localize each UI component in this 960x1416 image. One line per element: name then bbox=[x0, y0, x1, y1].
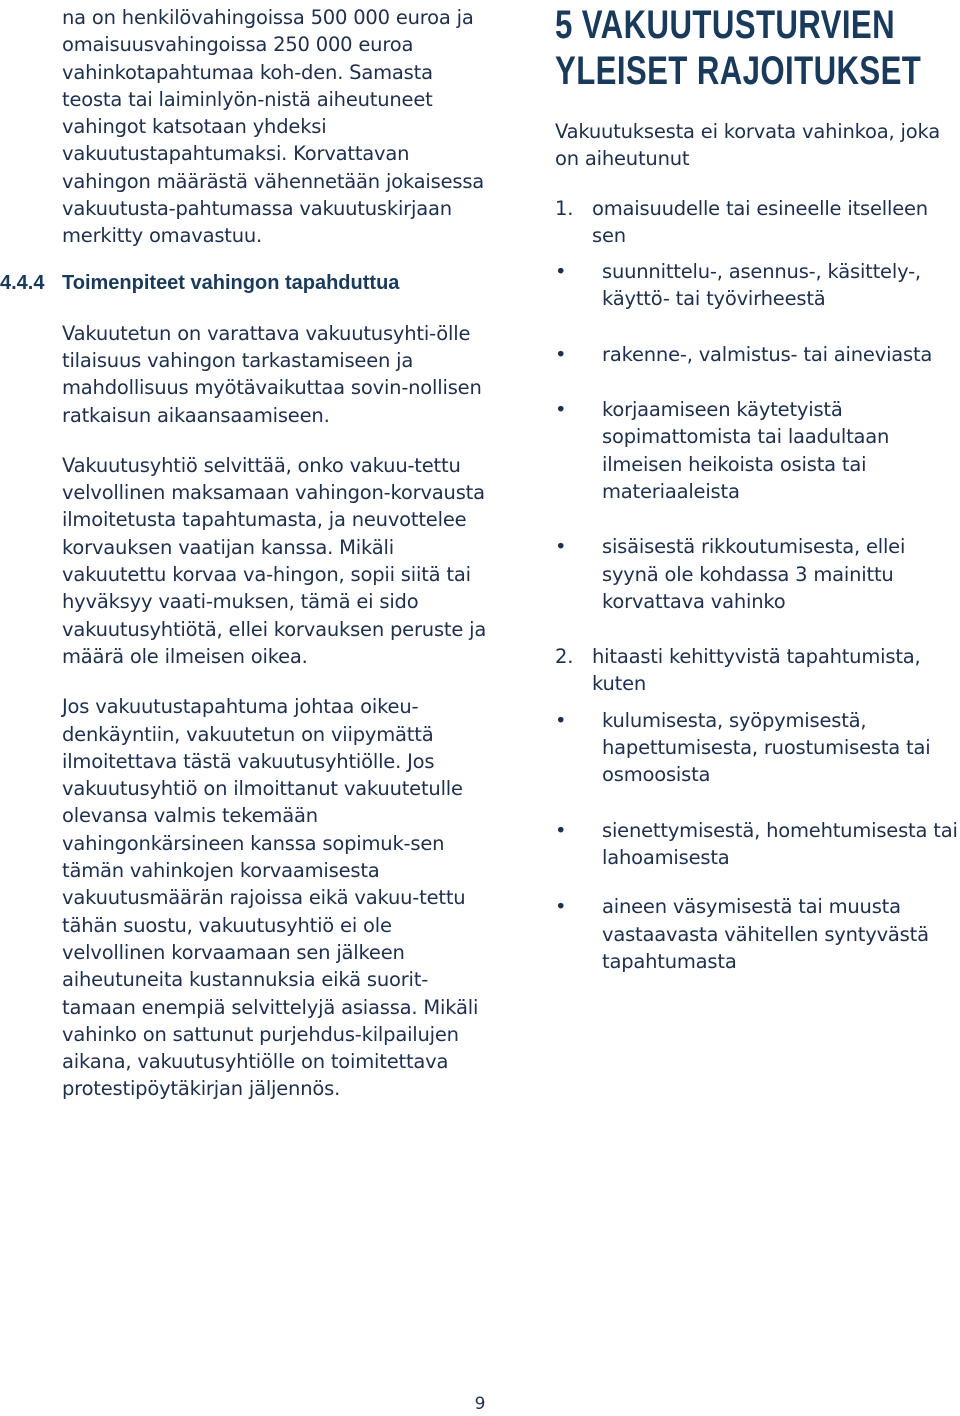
bullet-text: sisäisestä rikkoutumisesta, ellei syynä ole kohdassa 3 mainittu korvattava vahinko bbox=[602, 535, 906, 613]
bullet-text: korjaamiseen käytetyistä sopimattomista tai laadultaan ilmeisen heikoista osista tai materiaaleista bbox=[602, 398, 890, 503]
bullet-item bbox=[555, 533, 960, 615]
subheading-number: 4.4.4 bbox=[0, 271, 45, 294]
bullet-icon: • bbox=[555, 260, 567, 284]
bullet-text: rakenne-, valmistus- tai aineviasta bbox=[602, 342, 933, 366]
left-column bbox=[0, 0, 492, 1103]
bullet-icon: • bbox=[555, 708, 567, 732]
paragraph-liability: Vakuutusyhtiö selvittää, onko vakuu-tettu velvollinen maksamaan vahingon-korvausta ilmoitetusta tapahtumasta, ja neuvottelee korvauksen vaatijan kanssa. Mikäli vakuutettu korvaa va-hingon, sopii siitä tai hyväksyy vaati-muksen, tämä ei sido vakuutusyhtiötä, ellei korvauksen peruste ja määrä ole ilmeisen oikea. bbox=[62, 453, 487, 668]
item-number: 1. bbox=[555, 196, 574, 220]
bullet-text: sienettymisestä, homehtumisesta tai lahoamisesta bbox=[602, 818, 958, 869]
bullet-icon: • bbox=[555, 895, 567, 919]
subheading-title: Toimenpiteet vahingon tapahduttua bbox=[62, 271, 400, 294]
bullet-text: kulumisesta, syöpymisestä, hapettumisesta, ruostumisesta tai osmoosista bbox=[602, 708, 931, 787]
item-text: hitaasti kehittyvistä tapahtumista, kuten bbox=[592, 645, 921, 696]
bullet-item bbox=[555, 258, 960, 313]
bullet-item bbox=[555, 893, 960, 975]
right-column bbox=[555, 0, 960, 975]
bullet-icon: • bbox=[555, 398, 567, 422]
paragraph-inspection: Vakuutetun on varattava vakuutusyhti-ölle tilaisuus vahingon tarkastamiseen ja mahdollisuus myötävaikuttaa sovin-nollisen ratkaisun aikaansaamiseen. bbox=[62, 321, 482, 427]
bullet-icon: • bbox=[555, 818, 567, 842]
section-title-line-2: YLEISET RAJOITUKSET bbox=[555, 49, 922, 93]
bullet-icon: • bbox=[555, 535, 567, 559]
page-number: 9 bbox=[474, 1394, 486, 1414]
bullet-item bbox=[555, 817, 960, 872]
item-number: 2. bbox=[555, 645, 574, 669]
section-title-line-1: 5 VAKUUTUSTURVIEN bbox=[555, 3, 896, 47]
exclusion-item-1 bbox=[555, 195, 960, 250]
exclusion-item-2 bbox=[555, 643, 960, 698]
paragraph-litigation: Jos vakuutustapahtuma johtaa oikeu-denkäyntiin, vakuutetun on viipymättä ilmoitettava tästä vakuutusyhtiölle. Jos vakuutusyhtiö on ilmoittanut vakuutetulle olevansa valmis tekemään vahingonkärsineen kanssa sopimuk-sen tämän vahinkojen korvaamisesta vakuutusmäärän rajoissa eikä vakuu-tettu tähän suostu, vakuutusyhtiö ei ole velvollinen korvaamaan sen jälkeen aiheutuneita kustannuksia eikä suorit-tamaan enempiä selvittelyjä asiassa. Mikäli vahinko on sattunut purjehdus-kilpailujen aikana, vakuutusyhtiölle on toimitettava protestipöytäkirjan jäljennös. bbox=[62, 695, 479, 1101]
bullet-text: suunnittelu-, asennus-, käsittely-, käyttö- tai työvirheestä bbox=[602, 260, 921, 311]
bullet-item bbox=[555, 396, 960, 505]
section-title bbox=[555, 2, 960, 94]
section-subheading bbox=[0, 270, 492, 296]
bullet-item bbox=[555, 707, 960, 789]
intro-paragraph: na on henkilövahingoissa 500 000 euroa ja omaisuusvahingoissa 250 000 euroa vahinkotapahtumaa koh-den. Samasta teosta tai laiminlyön-nistä aiheutuneet vahingot katsotaan yhdeksi vakuutustapahtumaksi. Korvattavan vahingon määrästä vähennetään jokaisessa vakuutusta-pahtumassa vakuutuskirjaan merkitty omavastuu. bbox=[62, 6, 485, 248]
bullet-text: aineen väsymisestä tai muusta vastaavasta vähitellen syntyvästä tapahtumasta bbox=[602, 895, 929, 973]
bullet-icon: • bbox=[555, 342, 567, 366]
bullet-item bbox=[555, 341, 960, 368]
item-text: omaisuudelle tai esineelle itselleen sen bbox=[592, 196, 928, 247]
exclusions-intro: Vakuutuksesta ei korvata vahinkoa, joka on aiheutunut bbox=[555, 120, 940, 171]
